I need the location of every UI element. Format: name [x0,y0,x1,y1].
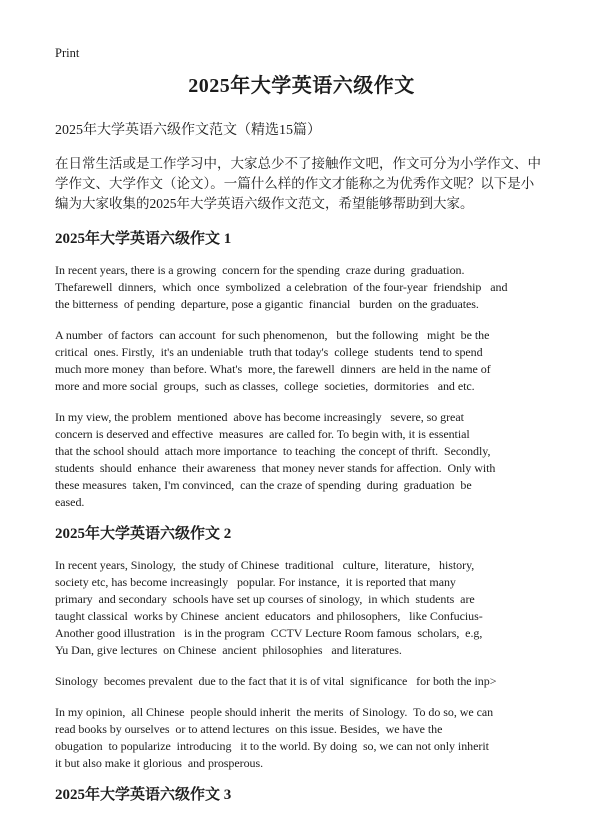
paragraph-line: Thefarewell dinners, which once symbolized a celebration of the four-year friendship and [55,280,508,294]
paragraph-line: concern is deserved and effective measures are called for. To begin with, it is essential [55,427,470,441]
intro-line: 在日常生活或是工作学习中，大家总少不了接触作文吧，作文可分为小学作文、中 [55,156,541,171]
paragraph-line: Yu Dan, give lectures on Chinese ancient philosophies and literatures. [55,643,402,657]
paragraph [55,262,548,313]
paragraph-line: these measures taken, I'm convinced, can the craze of spending during graduation be [55,478,472,492]
essay-sections [55,230,548,804]
paragraph-line: it but also make it glorious and prosperous. [55,756,264,770]
paragraph-line: eased. [55,495,85,509]
paragraph [55,327,548,395]
paragraph-line: students should enhance their awareness that money never stands for affection. Only with [55,461,496,475]
paragraph-line: critical ones. Firstly, it's an undeniable truth that today's college students tend to spend [55,345,483,359]
paragraph-line: read books by ourselves or to attend lectures on this issue. Besides, we have the [55,722,443,736]
section-heading: 2025年大学英语六级作文 1 [55,231,232,247]
paragraph [55,704,548,772]
paragraph-line: much more money than before. What's more, the farewell dinners are held in the name of [55,362,491,376]
intro-line: 学作文、大学作文（论文）。一篇什么样的作文才能称之为优秀作文呢？以下是小 [55,176,535,191]
paragraph-line: that the school should attach more importance to teaching the concept of thrift. Secondly, [55,444,491,458]
paragraph-line: the bitterness of pending departure, pose a gigantic financial burden on the graduates. [55,297,479,311]
paragraph-line: society etc, has become increasingly popular. For instance, it is reported that many [55,575,456,589]
paragraph [55,409,548,511]
paragraph [55,557,548,659]
paragraph-line: primary and secondary schools have set up courses of sinology, in which students are [55,592,475,606]
intro-line: 编为大家收集的2025年大学英语六级作文范文，希望能够帮助到大家。 [55,196,474,211]
paragraph-line: Sinology becomes prevalent due to the fact that it is of vital significance for both the inp> [55,674,497,688]
paragraph-line: Another good illustration is in the program CCTV Lecture Room famous scholars, e.g, [55,626,483,640]
section-heading: 2025年大学英语六级作文 3 [55,787,232,803]
document-subtitle: 2025年大学英语六级作文范文（精选15篇） [55,123,321,138]
paragraph-line: obugation to popularize introducing it to the world. By doing so, we can not only inherit [55,739,489,753]
paragraph-line: In recent years, Sinology, the study of Chinese traditional culture, literature, history, [55,558,475,572]
print-link[interactable]: Print [55,46,80,60]
paragraph [55,673,548,690]
paragraph-line: In my view, the problem mentioned above has become increasingly severe, so great [55,410,464,424]
paragraph-line: taught classical works by Chinese ancient educators and philosophers, like Confucius- [55,609,483,623]
page-title: 2025年大学英语六级作文 [188,75,415,97]
intro-paragraph [55,154,548,214]
paragraph-line: In recent years, there is a growing concern for the spending craze during graduation. [55,263,465,277]
paragraph-line: more and more social groups, such as classes, college societies, dormitories and etc. [55,379,475,393]
paragraph-line: A number of factors can account for such phenomenon, but the following might be the [55,328,490,342]
section-heading: 2025年大学英语六级作文 2 [55,526,232,542]
paragraph-line: In my opinion, all Chinese people should inherit the merits of Sinology. To do so, we can [55,705,494,719]
